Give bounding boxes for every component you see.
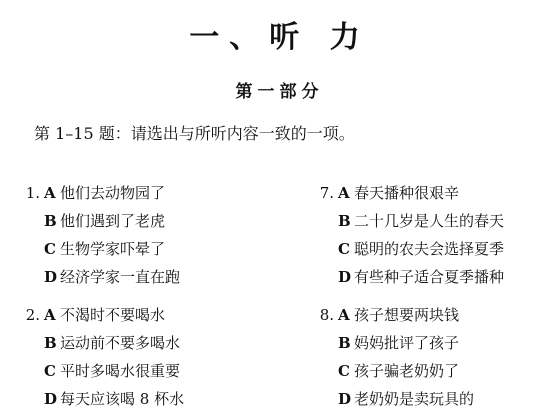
option-letter: A	[44, 306, 56, 324]
option-letter: C	[44, 240, 56, 258]
option-letter: B	[338, 212, 351, 230]
option-d[interactable]	[44, 267, 180, 287]
option-text: 他们遇到了老虎	[60, 212, 166, 230]
option-text: 春天播种很艰辛	[354, 184, 460, 202]
option-text: 每天应该喝 8 杯水	[60, 390, 185, 408]
option-letter: B	[44, 212, 57, 230]
option-letter: D	[338, 268, 352, 286]
option-c[interactable]	[44, 361, 180, 381]
option-letter: D	[44, 390, 58, 408]
option-d[interactable]	[338, 267, 504, 287]
section-title: 一、听 力	[189, 20, 370, 55]
option-text: 老奶奶是卖玩具的	[354, 390, 475, 408]
option-a[interactable]	[44, 305, 165, 325]
option-a[interactable]	[338, 183, 459, 203]
instruction-text: 第 1–15 题：请选出与所听内容一致的一项。	[34, 124, 355, 143]
option-text: 聪明的农夫会选择夏季	[354, 240, 505, 258]
option-c[interactable]	[338, 361, 459, 381]
option-text: 有些种子适合夏季播种	[354, 268, 505, 286]
option-b[interactable]	[338, 211, 504, 231]
question-number: 2.	[25, 306, 40, 324]
option-text: 妈妈批评了孩子	[354, 334, 460, 352]
option-d[interactable]	[44, 389, 184, 409]
question-number: 7.	[319, 184, 334, 202]
option-letter: C	[338, 362, 350, 380]
option-letter: B	[44, 334, 57, 352]
option-b[interactable]	[44, 211, 165, 231]
option-letter: B	[338, 334, 351, 352]
option-text: 平时多喝水很重要	[60, 362, 181, 380]
option-text: 运动前不要多喝水	[60, 334, 181, 352]
option-text: 二十几岁是人生的春天	[354, 212, 505, 230]
option-text: 孩子骗老奶奶了	[354, 362, 460, 380]
option-letter: A	[338, 184, 350, 202]
option-a[interactable]	[44, 183, 165, 203]
option-text: 他们去动物园了	[60, 184, 166, 202]
option-letter: C	[44, 362, 56, 380]
option-letter: D	[338, 390, 352, 408]
option-c[interactable]	[338, 239, 504, 259]
part-subtitle: 第一部分	[235, 82, 324, 102]
option-b[interactable]	[44, 333, 180, 353]
option-b[interactable]	[338, 333, 459, 353]
option-a[interactable]	[338, 305, 459, 325]
question-number: 8.	[319, 306, 334, 324]
option-letter: A	[338, 306, 350, 324]
option-text: 孩子想要两块钱	[354, 306, 460, 324]
option-letter: C	[338, 240, 350, 258]
question-number: 1.	[25, 184, 40, 202]
option-letter: A	[44, 184, 56, 202]
option-letter: D	[44, 268, 58, 286]
option-text: 不渴时不要喝水	[60, 306, 166, 324]
option-text: 经济学家一直在跑	[60, 268, 181, 286]
option-c[interactable]	[44, 239, 165, 259]
option-d[interactable]	[338, 389, 474, 409]
option-text: 生物学家吓晕了	[60, 240, 166, 258]
